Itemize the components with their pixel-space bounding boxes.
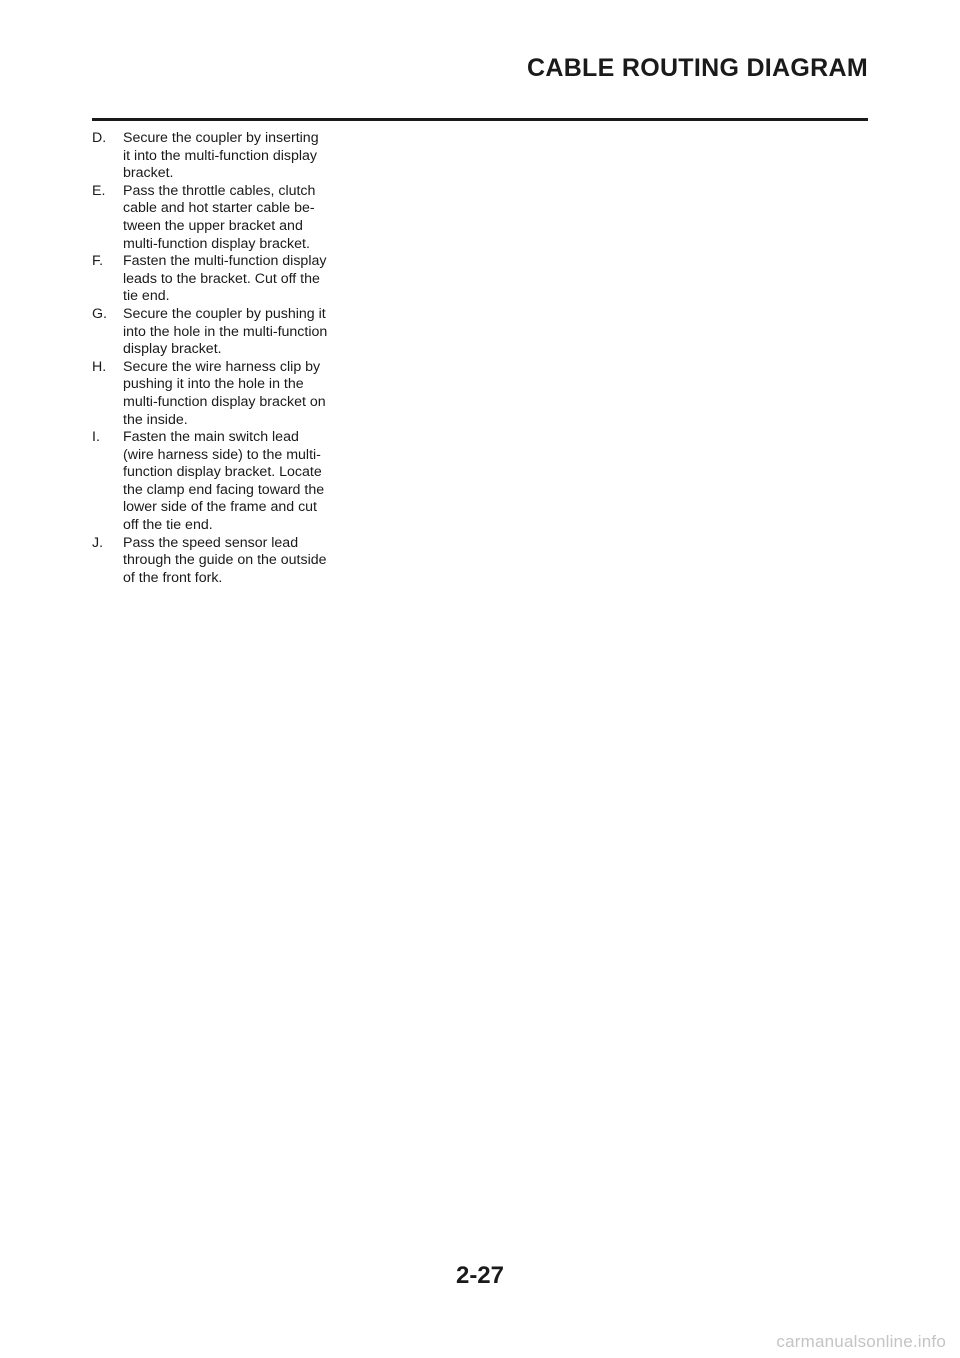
watermark: carmanualsonline.info — [776, 1332, 946, 1351]
step-letter: F. — [92, 253, 104, 270]
step-text: Secure the coupler by pushing it into the hole in the multi-function display bracket. — [123, 305, 328, 358]
step-letter: E. — [92, 182, 106, 199]
step-item-e — [92, 183, 332, 253]
page-title: CABLE ROUTING DIAGRAM — [526, 54, 868, 82]
page-number: 2-27 — [455, 1262, 505, 1289]
instruction-list — [92, 130, 332, 587]
step-letter: I. — [92, 429, 100, 446]
step-letter: D. — [92, 130, 107, 146]
step-text: Pass the speed sensor lead through the guide on the outside of the front fork. — [123, 534, 327, 586]
header-divider — [92, 118, 868, 121]
step-text: Pass the throttle cables, clutch cable and hot starter cable be- tween the upper bracket and multi-function display bracket. — [123, 182, 316, 252]
step-item-d — [92, 130, 332, 183]
step-item-i — [92, 429, 332, 535]
step-text: Fasten the multi-function display leads to the bracket. Cut off the tie end. — [123, 253, 327, 305]
step-item-f — [92, 253, 332, 306]
step-item-h — [92, 359, 332, 429]
step-letter: G. — [92, 305, 107, 322]
step-text: Secure the coupler by inserting it into the multi-function display bracket. — [123, 130, 319, 182]
step-item-j — [92, 535, 332, 588]
step-text: Secure the wire harness clip by pushing it into the hole in the multi-function display bracket on the inside. — [123, 358, 326, 428]
step-letter: H. — [92, 358, 107, 375]
step-text: Fasten the main switch lead (wire harness side) to the multi- function display bracket. Locate the clamp end facing toward the lower side of the frame and cut off the tie end. — [123, 429, 325, 534]
step-letter: J. — [92, 534, 104, 551]
step-item-g — [92, 306, 332, 359]
